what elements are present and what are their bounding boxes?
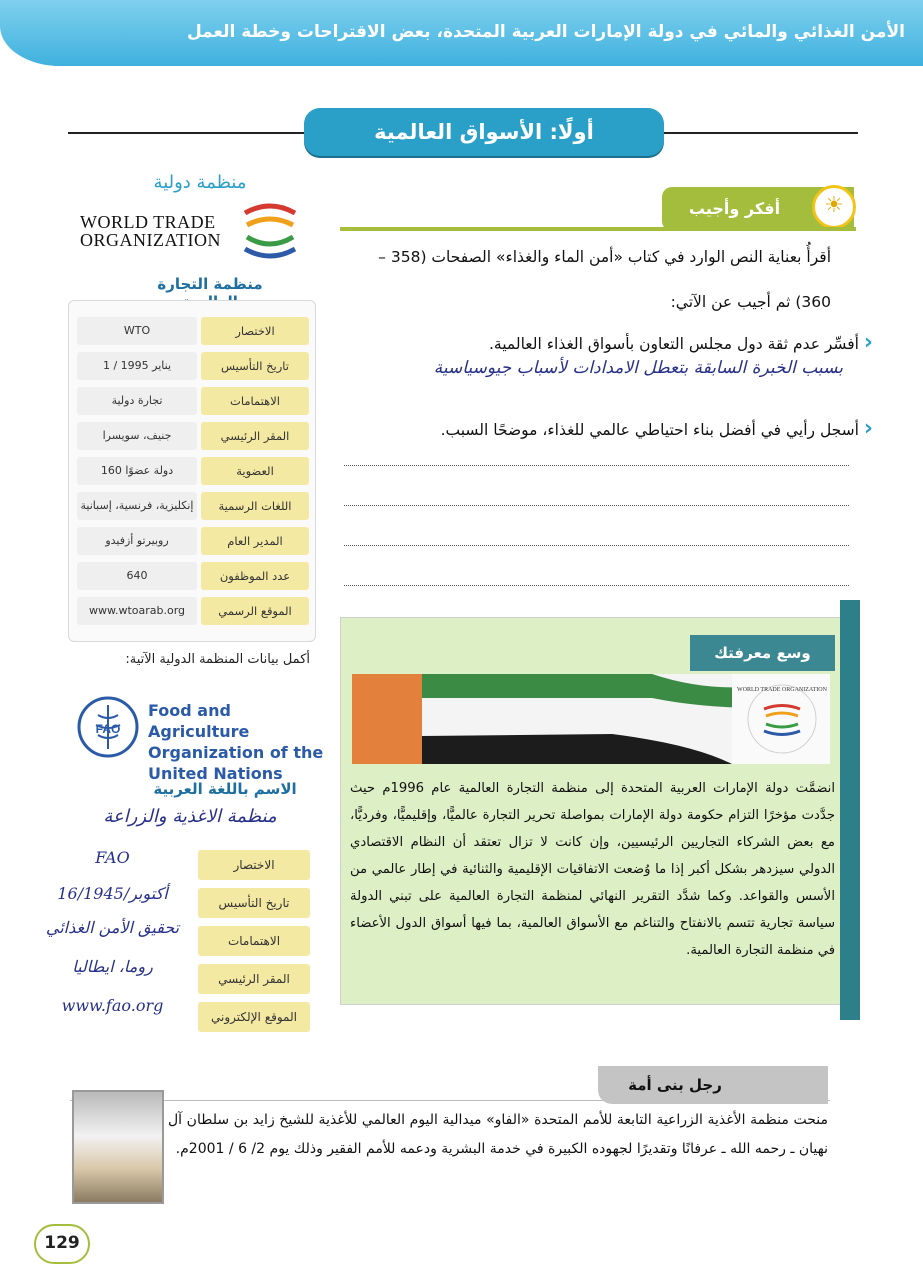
row-label: العضوية: [201, 457, 309, 485]
row-value: WTO: [77, 317, 197, 345]
answer-line[interactable]: [344, 545, 849, 546]
fao-arabic-name-handwritten[interactable]: منظمة الاغذية والزراعة: [103, 806, 277, 827]
man-paragraph: منحت منظمة الأغذية الزراعية التابعة للأمم المتحدة «الفاو» ميدالية اليوم العالمي للأغذية للشيخ زايد بن سلطان آل نهيان ـ رحمه الله ـ عرفانًا وتقديرًا لجهوده الكبيرة في خدمة البشرية ودعمه للأمم الفقير وذلك يوم 2/ 6 / 2001م.: [168, 1112, 828, 1157]
row-label: الاختصار: [201, 317, 309, 345]
fao-name-line2: Organization of the: [148, 743, 324, 762]
row-label: الموقع الرسمي: [201, 597, 309, 625]
fao-row-value[interactable]: www.fao.org: [61, 996, 164, 1015]
row-value: إنكليزية، فرنسية، إسبانية: [77, 492, 197, 520]
answer-line[interactable]: [344, 465, 849, 466]
answer-line[interactable]: [344, 505, 849, 506]
think-label: أفكر وأجيب: [688, 199, 781, 218]
section-title: أولًا: الأسواق العالمية: [374, 120, 594, 144]
knowledge-logo-text: WORLD TRADE ORGANIZATION: [737, 687, 827, 693]
lightbulb-icon: ☀: [812, 185, 856, 229]
wto-info-table: [68, 300, 316, 642]
row-label: اللغات الرسمية: [201, 492, 309, 520]
fao-arabic-name-label: الاسم باللغة العربية: [153, 780, 297, 798]
row-label: الاهتمامات: [201, 387, 309, 415]
table-row: [77, 597, 309, 625]
unit-title: الأمن الغذائي والمائي في دولة الإمارات العربية المتحدة، بعض الاقتراحات وخطة العمل: [186, 22, 905, 42]
wto-logo-icon: [235, 195, 305, 265]
fao-instruction: أكمل بيانات المنظمة الدولية الآتية:: [125, 652, 310, 667]
chevron-left-icon: ‹: [863, 330, 873, 355]
row-value: 160 دولة عضوًا: [77, 457, 197, 485]
fao-row-label: تاريخ التأسيس: [198, 888, 310, 918]
knowledge-tab: وسع معرفتك: [690, 635, 835, 671]
table-row: [77, 527, 309, 555]
table-row: [77, 562, 309, 590]
fao-row-value[interactable]: 16/أكتوبر/1945: [57, 884, 168, 903]
knowledge-paragraph: انضمَّت دولة الإمارات العربية المتحدة إلى منظمة التجارة العالمية عام 1996م حيث جدَّدت مؤخرًا التزام حكومة دولة الإمارات بمواصلة تحرير التجارة عالميًّا، وإقليميًّا، وفرديًّا، مع بعض الشركاء التجاريين الرئيسيين، وإن كانت لا تزال تعتقد أن النظام الاقتصادي الدولي سيزدهر بشكل أكبر إذا ما وُضعت الاتفاقيات الإقليمية والثنائية في إطار عالمي من الأسس والقواعد. وكما شدَّد التقرير النهائي لمنظمة التجارة العالمية على تبني الدولة سياسة تجارية تتسم بالانفتاح والتناغم مع الأسواق العالمية، بما فيها أسواق الدول الأعضاء في منظمة التجارة العالمية.: [350, 781, 835, 958]
chevron-left-icon: ‹: [863, 416, 873, 441]
fao-row-value[interactable]: FAO: [95, 848, 130, 867]
wto-caption: منظمة دولية: [153, 172, 247, 193]
table-row: [77, 352, 309, 380]
question-intro-line1: أقرأُ بعناية النص الوارد في كتاب «أمن الماء والغذاء» الصفحات (358 –: [378, 248, 831, 266]
wto-logo-text: [80, 213, 230, 249]
row-value: 640: [77, 562, 197, 590]
fao-name-line1: Food and Agriculture: [148, 701, 250, 741]
fao-row-value[interactable]: روما، ايطاليا: [72, 957, 153, 976]
wto-logo-line1: WORLD TRADE: [80, 212, 216, 232]
table-row: [77, 422, 309, 450]
question-1-text: أفسِّر عدم ثقة دول مجلس التعاون بأسواق الغذاء العالمية.: [488, 335, 859, 353]
row-value: روبيرتو أزفيدو: [77, 527, 197, 555]
row-label: تاريخ التأسيس: [201, 352, 309, 380]
row-label: المدير العام: [201, 527, 309, 555]
row-value: 1 / يناير 1995: [77, 352, 197, 380]
knowledge-stripe: [840, 600, 860, 1020]
uae-flag-image: [352, 674, 830, 764]
row-value: جنيف، سويسرا: [77, 422, 197, 450]
fao-name-line3: United Nations: [148, 764, 283, 783]
fao-row-label: الاختصار: [198, 850, 310, 880]
handwritten-answer-1[interactable]: بسبب الخبرة السابقة بتعطل الامدادات لأسباب جيوسياسية: [433, 358, 843, 378]
fao-row-label: المقر الرئيسي: [198, 964, 310, 994]
table-row: [77, 457, 309, 485]
fao-name-en: [148, 700, 328, 784]
fao-logo-letters: FAO: [95, 722, 121, 736]
page-number: 129: [34, 1224, 90, 1264]
row-label: عدد الموظفون: [201, 562, 309, 590]
table-row: [77, 317, 309, 345]
row-value: تجارة دولية: [77, 387, 197, 415]
fao-row-value[interactable]: تحقيق الأمن الغذائي: [45, 918, 180, 937]
think-underline: [340, 227, 856, 231]
wto-name-ar: منظمة التجارة: [157, 275, 263, 293]
fao-row-label: الاهتمامات: [198, 926, 310, 956]
question-2-text: أسجل رأيي في أفضل بناء احتياطي عالمي للغذاء، موضحًا السبب.: [440, 421, 859, 439]
table-row: [77, 492, 309, 520]
fao-logo-icon: [76, 695, 140, 759]
man-title: رجل بنى أمة: [628, 1076, 722, 1094]
row-label: المقر الرئيسي: [201, 422, 309, 450]
question-2: [313, 416, 873, 441]
question-1: [313, 330, 873, 355]
sheikh-zayed-portrait: [72, 1090, 164, 1204]
row-value: www.wtoarab.org: [77, 597, 197, 625]
fao-row-label: الموقع الإلكتروني: [198, 1002, 310, 1032]
table-row: [77, 387, 309, 415]
wto-logo-line2: ORGANIZATION: [80, 230, 221, 250]
answer-line[interactable]: [344, 585, 849, 586]
question-intro-line2: 360) ثم أجيب عن الآتي:: [670, 293, 831, 311]
